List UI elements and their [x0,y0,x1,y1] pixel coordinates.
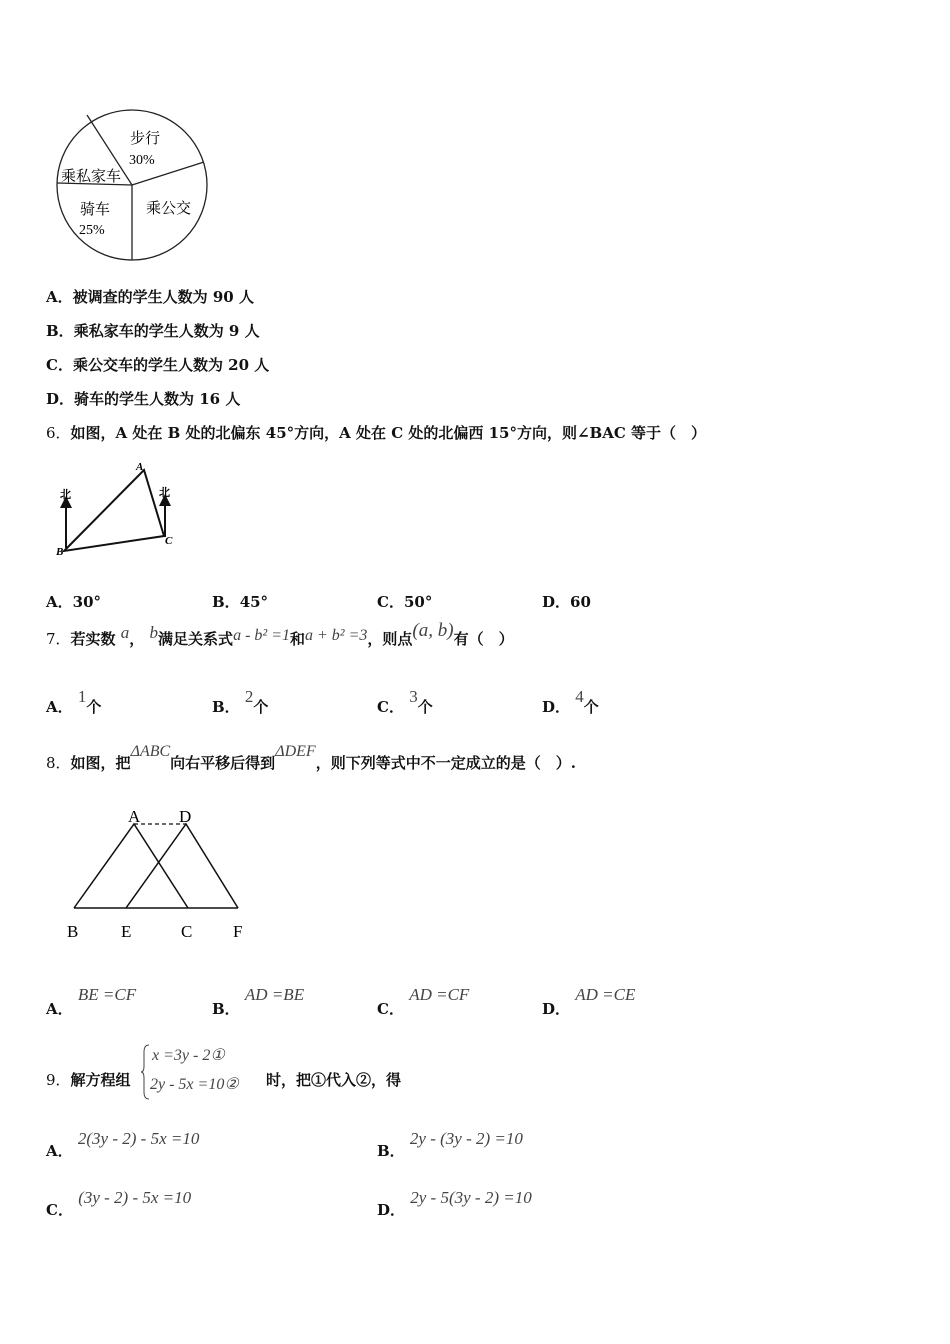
pie-walk-label: 步行 [130,131,161,147]
q8-label-b: B [67,922,79,941]
pie-bus-label: 乘公交 [146,201,192,217]
q7-point: (a, b) [412,620,454,641]
option-unit: 个 [417,698,433,716]
q7-text-5: 有（ ） [453,630,514,648]
q6-stem [46,422,706,443]
option-expr: 2y - 5(3y - 2) =10 [410,1188,532,1207]
option-letter: C． [377,698,404,716]
q9-brace-icon [140,1044,150,1100]
option-text: 30° [72,593,102,611]
q9-text-1: 解方程组 [70,1071,131,1089]
q8-label-a: A [128,807,141,826]
q6-label-c: C [165,535,173,547]
option-text: 50° [403,593,433,611]
option-text: 45° [239,593,269,611]
q8-text-2: 向右平移后得到 [170,754,276,772]
q7-stem [46,620,514,650]
option-letter: D． [377,1201,406,1219]
q8-text-1: 如图，把 [70,754,131,772]
option-letter: C． [46,1201,73,1219]
q5-option-d[interactable] [46,388,240,409]
option-text: 乘私家车的学生人数为 9 人 [73,322,260,340]
q8-label-f: F [233,922,243,941]
option-letter: D． [46,390,75,408]
pie-bike-label: 骑车 [80,202,111,218]
q7-text-4: ，则点 [367,630,413,648]
q7-text-2: 满足关系式 [158,630,234,648]
q6-label-a: A [136,461,144,473]
option-text: 乘公交车的学生人数为 20 人 [72,356,270,374]
q6-north-label-1: 北 [60,489,71,501]
option-letter: B． [212,1000,240,1018]
q6-label-b: B [56,546,64,558]
option-unit: 个 [86,698,102,716]
q7-text-3: 和 [289,630,305,648]
option-letter: C． [46,356,73,374]
q8-number: 8． [46,754,71,772]
q7-var-a: a [120,623,130,642]
q8-figure [60,804,255,944]
q7-eq1: a - b² =1 [233,627,290,644]
pie-walk-pct: 30% [129,153,155,168]
q9-system-eq1: x =3y - 2① [152,1047,225,1064]
q8-label-d: D [179,807,192,826]
option-unit: 个 [253,698,269,716]
q9-system-eq2: 2y - 5x =10② [150,1076,239,1093]
q6-option-b[interactable] [212,591,268,612]
q8-label-e: E [121,922,132,941]
option-letter: D． [542,1000,571,1018]
option-letter: A． [46,288,73,306]
q8-triangle-abc: ΔABC [130,743,171,760]
q7-option-a[interactable] [46,686,102,716]
option-expr: 2y - (3y - 2) =10 [409,1129,523,1148]
q5-option-a[interactable] [46,286,254,307]
q6-number: 6． [46,424,71,442]
q6-option-c[interactable] [377,591,432,612]
q7-comma: ， [129,630,145,648]
option-expr: AD =CF [409,985,470,1004]
q9-option-b[interactable] [377,1128,523,1160]
q9-text-2: 时，把①代入②，得 [266,1071,402,1089]
option-letter: B． [377,1142,405,1160]
option-text: 60 [570,593,591,611]
q6-north-label-2: 北 [159,487,170,499]
option-number: 1 [77,687,87,706]
q8-triangle-abc-shape [74,824,188,908]
q9-option-c[interactable] [46,1187,192,1219]
q6-figure [52,460,187,560]
option-letter: B． [46,322,74,340]
option-expr: AD =BE [244,985,305,1004]
pie-chart-figure [50,105,215,265]
q9-number-and-lead [46,1069,131,1090]
q8-label-c: C [181,922,193,941]
pie-bike-pct: 25% [79,223,105,238]
option-number: 4 [575,687,584,706]
option-text: 被调查的学生人数为 90 人 [72,288,254,306]
q6-option-a[interactable] [46,591,101,612]
q6-triangle [64,470,164,551]
q9-number: 9． [46,1071,71,1089]
q7-var-b: b [149,623,159,642]
q7-option-b[interactable] [212,686,269,716]
option-letter: A． [46,698,73,716]
q9-option-d[interactable] [377,1187,532,1219]
option-letter: A． [46,593,73,611]
q5-option-c[interactable] [46,354,269,375]
q8-triangle-def: ΔDEF [275,743,316,760]
q6-option-d[interactable] [542,591,591,612]
option-unit: 个 [583,698,599,716]
q7-eq2: a + b² =3 [305,627,368,644]
q7-option-d[interactable] [542,686,599,716]
q8-option-b[interactable] [212,984,305,1018]
q6-text: 如图，A 处在 B 处的北偏东 45°方向，A 处在 C 处的北偏西 15°方向，则∠BAC 等于（ ） [70,424,707,442]
q8-text-3: ，则下列等式中不一定成立的是（ ）. [315,754,576,772]
option-expr: BE =CF [77,985,137,1004]
option-letter: C． [377,593,404,611]
option-letter: D． [542,593,571,611]
pie-car-label: 乘私家车 [61,169,122,185]
option-text: 骑车的学生人数为 16 人 [74,390,241,408]
option-expr: AD =CE [575,985,636,1004]
option-number: 3 [409,687,418,706]
q5-option-b[interactable] [46,320,260,341]
q9-option-a[interactable] [46,1128,200,1160]
option-letter: B． [212,698,240,716]
q8-option-d[interactable] [542,984,636,1018]
option-letter: D． [542,698,571,716]
option-letter: C． [377,1000,404,1018]
q7-option-c[interactable] [377,686,433,716]
option-expr: 2(3y - 2) - 5x =10 [77,1129,200,1148]
option-letter: A． [46,1142,73,1160]
q8-option-c[interactable] [377,984,470,1018]
option-letter: A． [46,1000,73,1018]
q7-number: 7． [46,630,71,648]
q8-stem [46,743,576,773]
q8-option-a[interactable] [46,984,137,1018]
option-expr: (3y - 2) - 5x =10 [78,1188,192,1207]
option-letter: B． [212,593,240,611]
option-number: 2 [244,687,254,706]
q7-text-1: 若实数 [70,630,116,648]
